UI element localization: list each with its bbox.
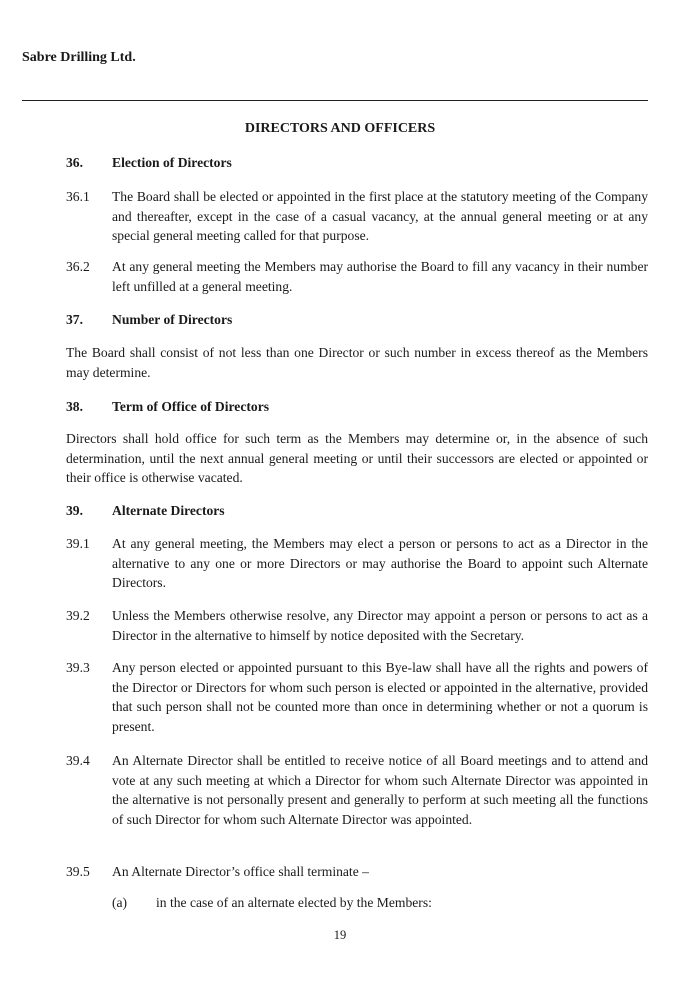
heading-number: 38.: [66, 399, 83, 414]
heading-number: 39.: [66, 503, 83, 518]
clause-text: Unless the Members otherwise resolve, any Director may appoint a person or persons to act as a Director in the alternative to himself by notice deposited with the Secretary.: [112, 608, 648, 643]
clause-number: 39.1: [66, 536, 90, 551]
clause-text: An Alternate Director’s office shall terminate –: [112, 864, 369, 879]
clause-number: 39.5: [66, 864, 90, 879]
clause-number: 36.1: [66, 189, 90, 204]
clause-39-1: [66, 534, 648, 593]
subclause-number: (a): [112, 895, 128, 910]
section-title: DIRECTORS AND OFFICERS: [244, 121, 436, 136]
clause-number: 36.2: [66, 259, 90, 274]
heading-title: Alternate Directors: [112, 503, 225, 518]
heading-number: 36.: [66, 155, 83, 170]
clause-number: 39.3: [66, 660, 90, 675]
page-number: 19: [333, 928, 347, 942]
heading-title: Term of Office of Directors: [112, 399, 270, 414]
header-rule: [22, 100, 648, 101]
heading-37: [66, 310, 232, 330]
subclause-39-5-a: [112, 893, 648, 913]
clause-39-4: [66, 751, 648, 829]
clause-text: An Alternate Director shall be entitled to receive notice of all Board meetings and to attend and vote at any such meeting at which a Director for whom such Alternate Director was appointed in the alternative is not personally present and generally to perform at such meeting all the functions of such Director for whom such Alternate Director was appointed.: [112, 753, 648, 827]
paragraph-37: The Board shall consist of not less than one Director or such number in excess thereof as the Members may determine.: [66, 345, 648, 380]
heading-36: [66, 153, 232, 173]
clause-text: The Board shall be elected or appointed in the first place at the statutory meeting of the Company and thereafter, except in the case of a casual vacancy, at the annual general meeting or at any special general meeting called for that purpose.: [112, 189, 648, 243]
clause-36-2: [66, 257, 648, 296]
clause-39-3: [66, 658, 648, 736]
clause-text: At any general meeting the Members may authorise the Board to fill any vacancy in their number left unfilled at a general meeting.: [112, 259, 648, 294]
heading-title: Number of Directors: [112, 312, 233, 327]
heading-title: Election of Directors: [112, 155, 232, 170]
company-name-header: Sabre Drilling Ltd.: [22, 50, 136, 65]
clause-text: At any general meeting, the Members may elect a person or persons to act as a Director in the alternative to any one or more Directors or may authorise the Board to appoint such Alternate Directors.: [112, 536, 648, 590]
clause-number: 39.4: [66, 753, 90, 768]
paragraph-38: Directors shall hold office for such term as the Members may determine or, in the absence of such determination, until the next annual general meeting or until their successors are elected or appointed or their office is otherwise vacated.: [66, 431, 648, 485]
clause-number: 39.2: [66, 608, 90, 623]
subclause-text: in the case of an alternate elected by the Members:: [156, 895, 432, 910]
heading-39: [66, 501, 225, 521]
clause-text: Any person elected or appointed pursuant to this Bye-law shall have all the rights and powers of the Director or Directors for whom such person is elected or appointed in the alternative, provided that such person shall not be counted more than once in determining whether or not a quorum is present.: [112, 660, 648, 734]
heading-number: 37.: [66, 312, 83, 327]
clause-39-5: [66, 862, 648, 882]
clause-36-1: [66, 187, 648, 246]
clause-39-2: [66, 606, 648, 645]
heading-38: [66, 397, 269, 417]
